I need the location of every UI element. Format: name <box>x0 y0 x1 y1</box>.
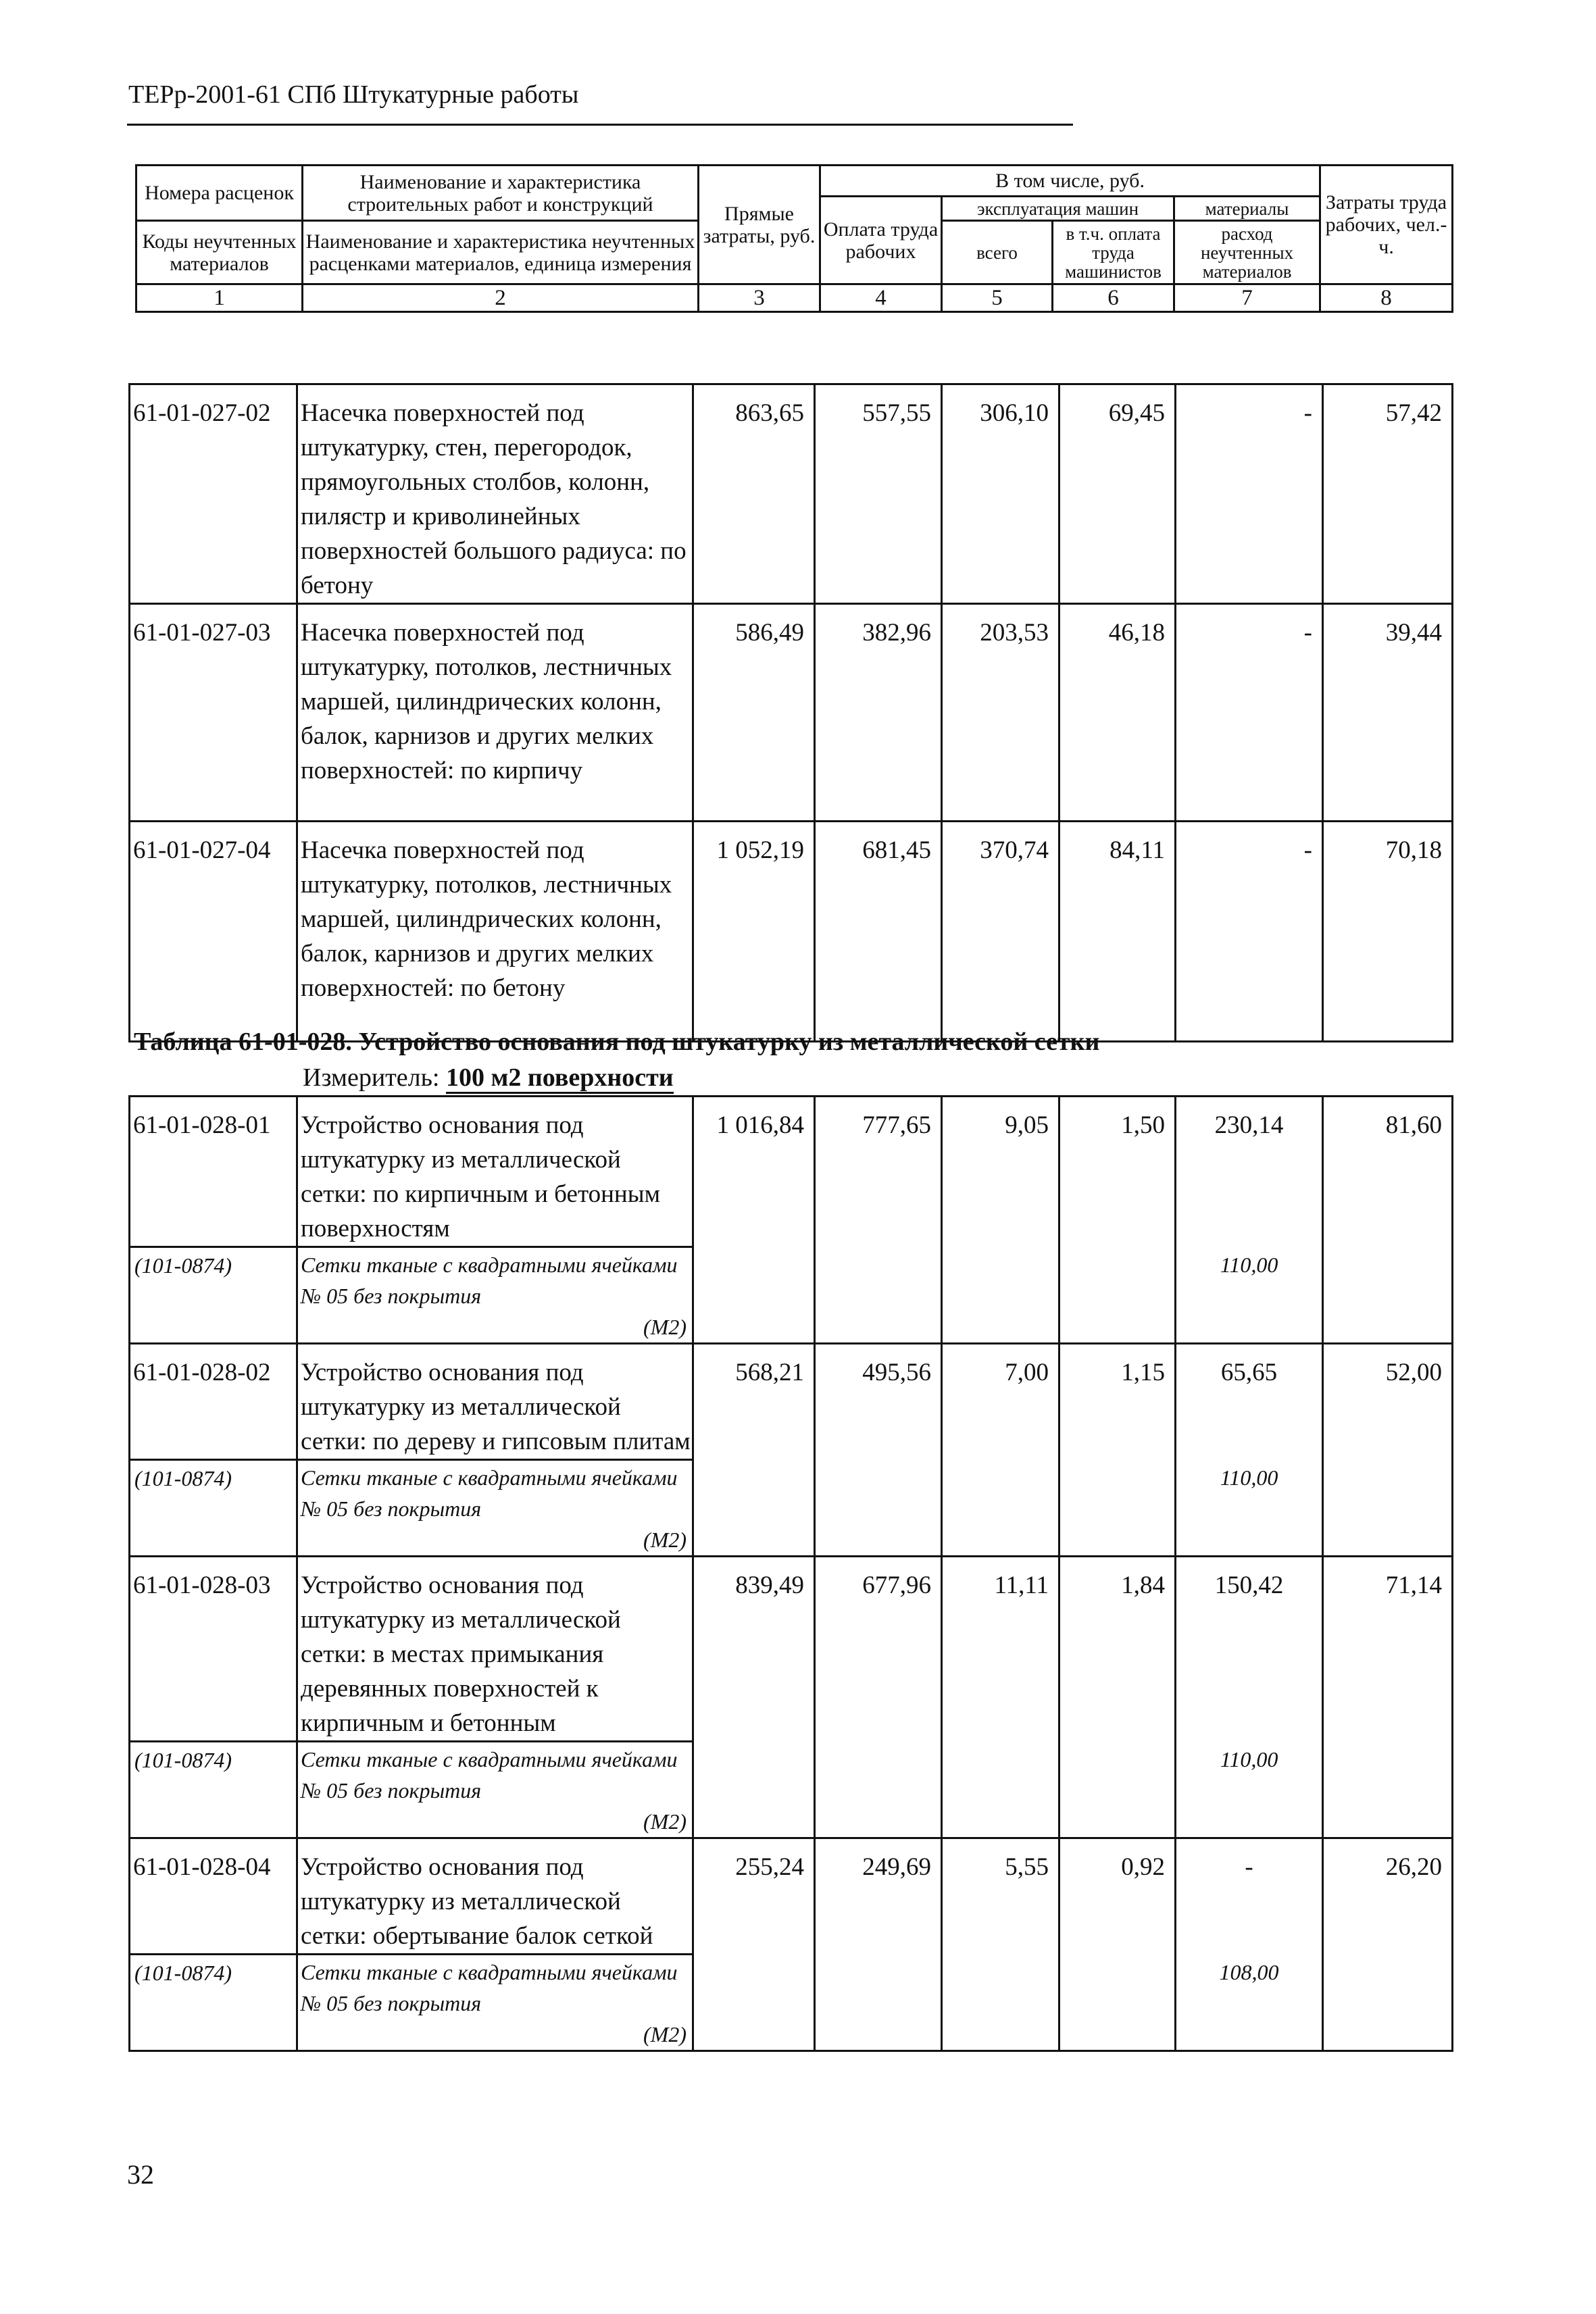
header-materials-use: расход неучтенных материалов <box>1174 221 1320 284</box>
header-codes-bottom: Коды неучтенных материалов <box>136 221 303 284</box>
header-machines-total: всего <box>942 221 1053 284</box>
column-header-table <box>135 164 1453 313</box>
material-quantity: 108,00 <box>1176 1955 1323 2051</box>
table-027 <box>128 383 1453 1042</box>
labor-pay: 777,65 <box>815 1097 942 1344</box>
operators-pay: 46,18 <box>1059 604 1176 822</box>
materials: - <box>1176 822 1323 1042</box>
material-unit: (М2) <box>643 1809 687 1834</box>
col-num-2: 2 <box>303 284 699 312</box>
direct-costs: 586,49 <box>693 604 815 822</box>
col-num-8: 8 <box>1320 284 1453 312</box>
header-name-bottom: Наименование и характеристика неучтенных расценками материалов, единица измерения <box>303 221 699 284</box>
header-direct-costs: Прямые затраты, руб. <box>699 166 820 284</box>
labor-pay: 382,96 <box>815 604 942 822</box>
material-description <box>297 1955 693 2051</box>
page-number: 32 <box>127 2159 154 2190</box>
header-codes-top: Номера расценок <box>136 166 303 221</box>
material-code: (101-0874) <box>130 1742 297 1838</box>
materials: 230,14 <box>1176 1097 1323 1247</box>
labor-hours: 70,18 <box>1323 822 1453 1042</box>
measure-label: Измеритель: <box>303 1063 440 1092</box>
table-row <box>130 1344 1453 1460</box>
labor-hours: 52,00 <box>1323 1344 1453 1557</box>
rate-code: 61-01-027-03 <box>130 604 297 822</box>
col-num-4: 4 <box>820 284 942 312</box>
header-materials: материалы <box>1174 197 1320 221</box>
operators-pay: 1,84 <box>1059 1557 1176 1838</box>
col-num-3: 3 <box>699 284 820 312</box>
table-measure <box>303 1063 674 1092</box>
machines-total: 370,74 <box>942 822 1059 1042</box>
col-num-5: 5 <box>942 284 1053 312</box>
direct-costs: 568,21 <box>693 1344 815 1557</box>
labor-pay: 249,69 <box>815 1838 942 2051</box>
labor-pay: 677,96 <box>815 1557 942 1838</box>
col-num-6: 6 <box>1053 284 1174 312</box>
table-caption: Таблица 61-01-028. Устройство основания под штукатурку из металлической сетки <box>134 1028 1100 1056</box>
direct-costs: 839,49 <box>693 1557 815 1838</box>
direct-costs: 1 052,19 <box>693 822 815 1042</box>
material-quantity: 110,00 <box>1176 1742 1323 1838</box>
operators-pay: 1,15 <box>1059 1344 1176 1557</box>
table-row <box>130 604 1453 822</box>
labor-hours: 26,20 <box>1323 1838 1453 2051</box>
material-name: Сетки тканые с квадратными ячейками № 05 без покрытия <box>301 1960 678 2015</box>
operators-pay: 0,92 <box>1059 1838 1176 2051</box>
labor-hours: 71,14 <box>1323 1557 1453 1838</box>
material-unit: (М2) <box>643 2022 687 2046</box>
header-operators-pay: в т.ч. оплата труда машинистов <box>1053 221 1174 284</box>
table-row <box>130 1557 1453 1742</box>
direct-costs: 863,65 <box>693 384 815 604</box>
header-name-top: Наименование и характеристика строительных работ и конструкций <box>303 166 699 221</box>
table-028 <box>128 1095 1453 2052</box>
work-description: Устройство основания под штукатурку из металлической сетки: в местах примыкания деревянных поверхностей к кирпичным и бетонным <box>297 1557 693 1742</box>
machines-total: 203,53 <box>942 604 1059 822</box>
work-description: Устройство основания под штукатурку из металлической сетки: по дереву и гипсовым плитам <box>297 1344 693 1460</box>
machines-total: 306,10 <box>942 384 1059 604</box>
header-rule <box>127 124 1073 126</box>
labor-hours: 57,42 <box>1323 384 1453 604</box>
material-name: Сетки тканые с квадратными ячейками № 05 без покрытия <box>301 1747 678 1803</box>
material-description <box>297 1460 693 1557</box>
labor-pay: 495,56 <box>815 1344 942 1557</box>
machines-total: 11,11 <box>942 1557 1059 1838</box>
material-description <box>297 1742 693 1838</box>
rate-code: 61-01-028-02 <box>130 1344 297 1460</box>
work-description: Устройство основания под штукатурку из металлической сетки: обертывание балок сеткой <box>297 1838 693 1955</box>
rate-code: 61-01-028-01 <box>130 1097 297 1247</box>
rate-code: 61-01-028-03 <box>130 1557 297 1742</box>
table-row <box>130 1097 1453 1247</box>
labor-hours: 81,60 <box>1323 1097 1453 1344</box>
work-description: Насечка поверхностей под штукатурку, стен, перегородок, прямоугольных столбов, колонн, пилястр и криволинейных поверхностей большого радиуса: по бетону <box>297 384 693 604</box>
work-description: Насечка поверхностей под штукатурку, потолков, лестничных маршей, цилиндрических колонн, балок, карнизов и других мелких поверхностей: по кирпичу <box>297 604 693 822</box>
materials: - <box>1176 384 1323 604</box>
measure-value: 100 м2 поверхности <box>446 1063 674 1094</box>
machines-total: 5,55 <box>942 1838 1059 2051</box>
machines-total: 7,00 <box>942 1344 1059 1557</box>
header-labor-pay: Оплата труда рабочих <box>820 197 942 284</box>
labor-hours: 39,44 <box>1323 604 1453 822</box>
header-machines: эксплуатация машин <box>942 197 1174 221</box>
material-unit: (М2) <box>643 1315 687 1339</box>
operators-pay: 69,45 <box>1059 384 1176 604</box>
table-row <box>130 1838 1453 1955</box>
material-quantity: 110,00 <box>1176 1247 1323 1344</box>
rate-code: 61-01-027-02 <box>130 384 297 604</box>
table-row <box>130 384 1453 604</box>
material-quantity: 110,00 <box>1176 1460 1323 1557</box>
labor-pay: 557,55 <box>815 384 942 604</box>
running-head: ТЕРр-2001-61 СПб Штукатурные работы <box>128 80 579 109</box>
header-including: В том числе, руб. <box>820 166 1320 197</box>
material-code: (101-0874) <box>130 1247 297 1344</box>
direct-costs: 1 016,84 <box>693 1097 815 1344</box>
machines-total: 9,05 <box>942 1097 1059 1344</box>
rate-code: 61-01-027-04 <box>130 822 297 1042</box>
work-description: Насечка поверхностей под штукатурку, потолков, лестничных маршей, цилиндрических колонн, балок, карнизов и других мелких поверхностей: по бетону <box>297 822 693 1042</box>
work-description: Устройство основания под штукатурку из металлической сетки: по кирпичным и бетонным поверхностям <box>297 1097 693 1247</box>
direct-costs: 255,24 <box>693 1838 815 2051</box>
materials: 150,42 <box>1176 1557 1323 1742</box>
labor-pay: 681,45 <box>815 822 942 1042</box>
material-description <box>297 1247 693 1344</box>
materials: 65,65 <box>1176 1344 1323 1460</box>
material-unit: (М2) <box>643 1528 687 1552</box>
col-num-7: 7 <box>1174 284 1320 312</box>
col-num-1: 1 <box>136 284 303 312</box>
material-code: (101-0874) <box>130 1955 297 2051</box>
materials: - <box>1176 1838 1323 1955</box>
header-labor-hours: Затраты труда рабочих, чел.-ч. <box>1320 166 1453 284</box>
operators-pay: 1,50 <box>1059 1097 1176 1344</box>
materials: - <box>1176 604 1323 822</box>
material-code: (101-0874) <box>130 1460 297 1557</box>
operators-pay: 84,11 <box>1059 822 1176 1042</box>
material-name: Сетки тканые с квадратными ячейками № 05 без покрытия <box>301 1253 678 1308</box>
table-row <box>130 822 1453 1042</box>
rate-code: 61-01-028-04 <box>130 1838 297 1955</box>
material-name: Сетки тканые с квадратными ячейками № 05 без покрытия <box>301 1465 678 1521</box>
